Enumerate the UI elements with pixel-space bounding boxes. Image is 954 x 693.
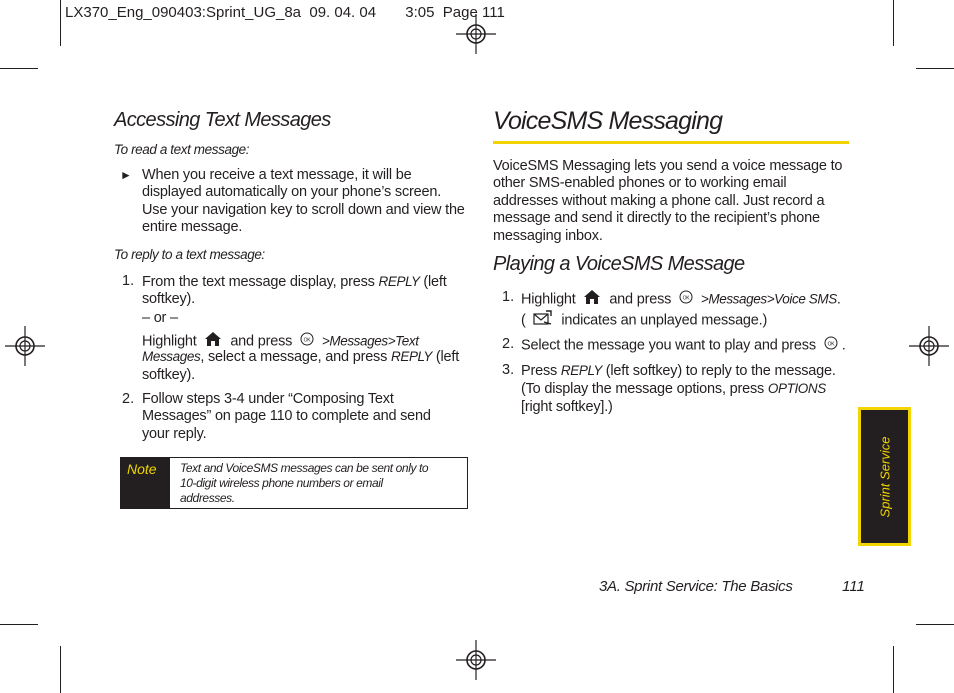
crop-mark [916, 68, 954, 69]
bullet-glyph: ► [120, 168, 132, 182]
text-line [142, 348, 472, 366]
registration-mark-icon [5, 326, 45, 366]
menu-ok-key-icon [679, 290, 693, 309]
text: (To display the message options, press [521, 381, 768, 398]
text: . [841, 337, 846, 354]
step-paragraph [521, 336, 861, 355]
menu-path: >Messages>Voice SMS [700, 291, 837, 307]
text-line: messaging inbox. [493, 227, 603, 244]
section-tab-label: Sprint Service [877, 436, 892, 517]
text-line: other SMS-enabled phones or to working email [493, 175, 787, 192]
crop-mark [60, 0, 61, 46]
crop-mark [60, 646, 61, 693]
registration-mark-icon [456, 14, 496, 54]
text-line: VoiceSMS Messaging lets you send a voice message to [493, 158, 843, 174]
softkey-label: REPLY [391, 349, 433, 365]
or-separator: – or – [142, 310, 178, 326]
text-line: When you receive a text message, it will be [142, 167, 412, 183]
softkey-label: REPLY [560, 363, 602, 378]
text-line [521, 289, 861, 306]
text: (left [432, 349, 460, 366]
section-heading: Playing a VoiceSMS Message [493, 253, 745, 275]
text-line [142, 273, 472, 291]
intro-paragraph [493, 158, 853, 245]
crop-mark [0, 624, 38, 625]
svg-text:OK: OK [827, 341, 835, 348]
text: Highlight [521, 291, 576, 308]
text: ( [521, 312, 526, 329]
step-number: 3. [502, 362, 515, 378]
menu-path: >Messages>Text [321, 333, 419, 349]
section-tab [858, 407, 911, 546]
text-line [142, 331, 472, 348]
note-box [120, 457, 468, 509]
text-line: addresses without making a phone call. Just record a [493, 192, 825, 209]
text: , select a message, and press [200, 349, 391, 366]
menu-ok-key-icon [824, 336, 838, 355]
svg-text:OK: OK [682, 295, 690, 302]
note-text [180, 461, 460, 506]
crop-mark [893, 0, 894, 46]
text-line: addresses. [180, 491, 235, 505]
crop-mark [916, 624, 954, 625]
text: Select the message you want to play and press [521, 337, 816, 354]
note-label: Note [121, 458, 170, 508]
text-line: softkey). [142, 366, 195, 383]
text-line [521, 310, 861, 331]
printer-slug: LX370_Eng_090403:Sprint_UG_8a 09. 04. 04 3:05 Page 111 [65, 4, 505, 21]
text-line: [right softkey].) [521, 398, 613, 415]
crop-mark [893, 646, 894, 693]
footer-section: 3A. Sprint Service: The Basics [599, 578, 793, 595]
menu-path: Messages [142, 349, 201, 365]
step-number: 2. [122, 391, 135, 407]
step-paragraph [142, 273, 472, 309]
text-line: softkey). [142, 291, 195, 308]
text: indicates an unplayed message.) [561, 312, 768, 329]
text-line: your reply. [142, 425, 207, 442]
text: . [836, 291, 841, 308]
subsection-label: To reply to a text message: [114, 247, 265, 262]
registration-mark-icon [456, 640, 496, 680]
text-line: message and send it directly to the recipient’s phone [493, 210, 820, 227]
text: and press [230, 333, 293, 350]
text-line: Messages” on page 110 to complete and send [142, 408, 431, 425]
text: Press [521, 363, 561, 379]
bullet-paragraph [142, 167, 472, 237]
step-paragraph [521, 362, 861, 416]
subsection-label: To read a text message: [114, 142, 250, 157]
text-line: displayed automatically on your phone’s screen. [142, 184, 442, 201]
svg-text:OK: OK [303, 337, 311, 344]
page-title: VoiceSMS Messaging [493, 107, 723, 135]
highlight-paragraph [142, 331, 472, 384]
step-number: 2. [502, 336, 515, 352]
text: Highlight [142, 333, 197, 350]
unplayed-voice-message-icon [533, 310, 553, 331]
text-line: Follow steps 3-4 under “Composing Text [142, 391, 394, 407]
home-icon [583, 289, 601, 310]
step-number: 1. [122, 273, 135, 289]
text: and press [609, 291, 672, 308]
text-line: Use your navigation key to scroll down and view the [142, 201, 465, 218]
text: (left softkey) to reply to the message. [601, 363, 836, 379]
softkey-label: REPLY [378, 274, 420, 289]
text-line: 10-digit wireless phone numbers or email [180, 476, 383, 490]
title-underline [493, 141, 849, 144]
step-paragraph [521, 289, 861, 332]
section-tab-label-wrap [861, 410, 908, 543]
text-line [521, 362, 861, 380]
section-heading: Accessing Text Messages [114, 109, 331, 131]
registration-mark-icon [909, 326, 949, 366]
text-line: entire message. [142, 219, 243, 236]
text-line: Text and VoiceSMS messages can be sent only to [180, 461, 429, 475]
softkey-label: OPTIONS [767, 381, 826, 397]
text: (left [419, 274, 447, 290]
page-number: 111 [842, 578, 865, 595]
crop-mark [0, 68, 38, 69]
step-paragraph [142, 391, 472, 443]
text: From the text message display, press [142, 274, 379, 290]
step-number: 1. [502, 289, 515, 305]
text-line [521, 380, 861, 398]
